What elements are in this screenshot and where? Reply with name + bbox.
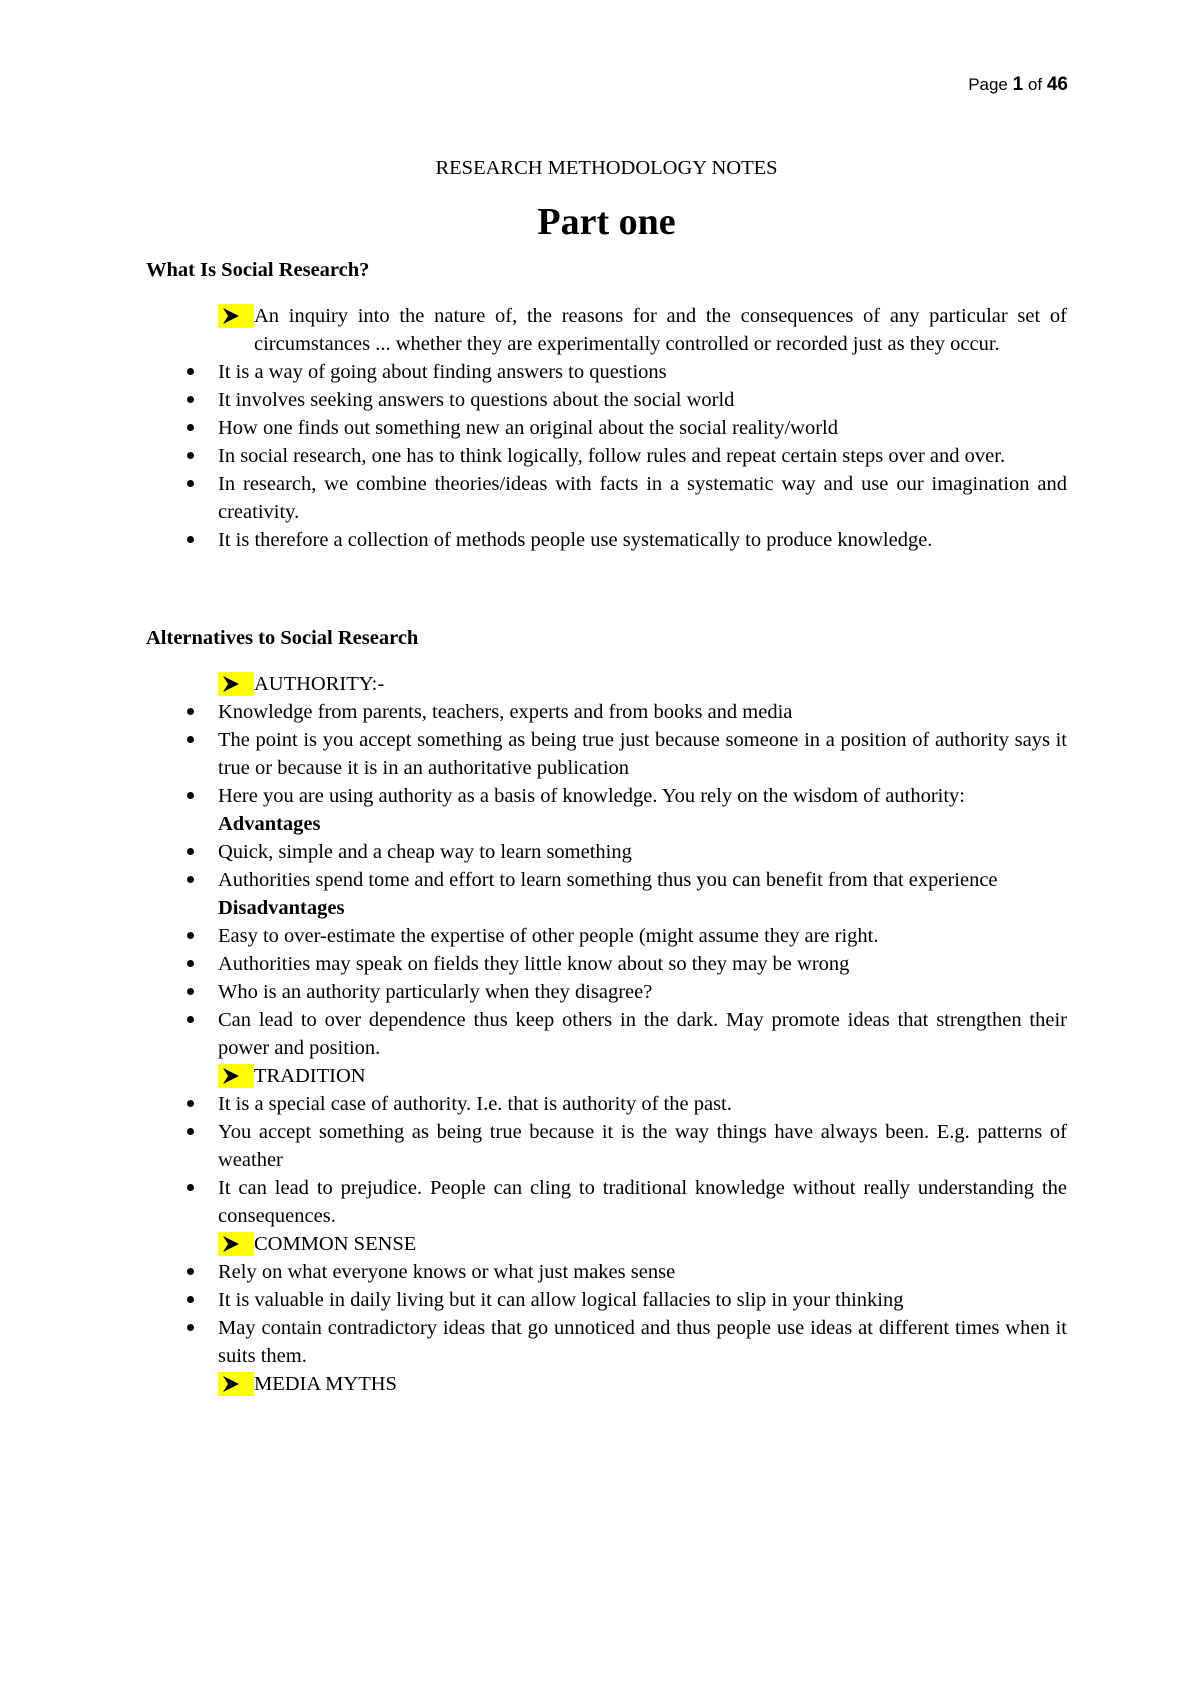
list-item-text: Authorities spend tome and effort to learn something thus you can benefit from that experience: [218, 869, 998, 891]
arrow-list-item: [146, 670, 1067, 698]
arrow-list-item: [146, 1230, 1067, 1258]
document-subtitle: Part one: [537, 201, 676, 243]
list-item: [146, 1314, 1067, 1370]
list-item-text: Easy to over-estimate the expertise of other people (might assume they are right.: [218, 925, 879, 947]
document-body: [146, 154, 1067, 1398]
list-item-text: Disadvantages: [218, 897, 345, 919]
list-item-text: Quick, simple and a cheap way to learn something: [218, 841, 632, 863]
list-item-text: The point is you accept something as being true just because someone in a position of authority says it true or because it is in an authoritative publication: [218, 729, 1067, 779]
section-heading: What Is Social Research?: [146, 259, 370, 281]
list-item: [146, 978, 1067, 1006]
list-item-text: TRADITION: [254, 1065, 366, 1087]
list-item-text: How one finds out something new an original about the social reality/world: [218, 417, 838, 439]
list-item: [146, 358, 1067, 386]
list-item-text: Can lead to over dependence thus keep others in the dark. May promote ideas that strengthen their power and position.: [218, 1009, 1067, 1059]
arrow-list-item: [146, 1062, 1067, 1090]
list-item-text: Advantages: [218, 813, 321, 835]
list-item: [146, 386, 1067, 414]
list-item: [146, 1174, 1067, 1230]
subheading: [146, 894, 1067, 922]
section-alternatives: [146, 624, 1067, 1398]
list-item: [146, 442, 1067, 470]
arrow-bullet-icon: [218, 1064, 254, 1088]
list-item-text: Knowledge from parents, teachers, experts and from books and media: [218, 701, 793, 723]
page-number: [968, 74, 1068, 96]
arrow-bullet-icon: [218, 1232, 254, 1256]
list-item-text: It is valuable in daily living but it can allow logical fallacies to slip in your thinking: [218, 1289, 904, 1311]
list-item-text: It is a way of going about finding answers to questions: [218, 361, 667, 383]
page-label: Page: [968, 75, 1008, 94]
list-item: [146, 698, 1067, 726]
list-item: [146, 1006, 1067, 1062]
list-item-text: Rely on what everyone knows or what just makes sense: [218, 1261, 676, 1283]
list-item: [146, 1118, 1067, 1174]
list-item-text: You accept something as being true because it is the way things have always been. E.g. patterns of weather: [218, 1121, 1067, 1171]
list-item: [146, 1090, 1067, 1118]
list-item-text: An inquiry into the nature of, the reasons for and the consequences of any particular set of circumstances ... whether they are experimentally controlled or recorded just as they occur.: [254, 305, 1067, 355]
subheading: [146, 810, 1067, 838]
list-item: [146, 526, 1067, 554]
section-what-is-social-research: [146, 256, 1067, 554]
arrow-list-item: [146, 302, 1067, 358]
arrow-bullet-icon: [218, 304, 254, 328]
list-item-text: It is a special case of authority. I.e. that is authority of the past.: [218, 1093, 732, 1115]
list-item: [146, 470, 1067, 526]
list-item-text: It is therefore a collection of methods people use systematically to produce knowledge.: [218, 529, 933, 551]
arrow-list-item: [146, 1370, 1067, 1398]
list-item-text: It can lead to prejudice. People can cling to traditional knowledge without really understanding the consequences.: [218, 1177, 1067, 1227]
page-total: 46: [1046, 74, 1068, 95]
spacer: [146, 554, 1067, 624]
list-item: [146, 782, 1067, 810]
list-item: [146, 866, 1067, 894]
list-item: [146, 838, 1067, 866]
list-item: [146, 414, 1067, 442]
list-item-text: Authorities may speak on fields they little know about so they may be wrong: [218, 953, 850, 975]
list-item-text: Here you are using authority as a basis of knowledge. You rely on the wisdom of authority:: [218, 785, 965, 807]
list-item-text: Who is an authority particularly when they disagree?: [218, 981, 653, 1003]
arrow-bullet-icon: [218, 672, 254, 696]
list-item: [146, 922, 1067, 950]
list-item: [146, 1286, 1067, 1314]
list-item: [146, 726, 1067, 782]
list-item-text: MEDIA MYTHS: [254, 1373, 397, 1395]
page-of: of: [1027, 75, 1043, 94]
list-item: [146, 950, 1067, 978]
document-title: RESEARCH METHODOLOGY NOTES: [435, 157, 778, 179]
list-item: [146, 1258, 1067, 1286]
arrow-bullet-icon: [218, 1372, 254, 1396]
section-heading: Alternatives to Social Research: [146, 627, 419, 649]
page-current: 1: [1012, 74, 1024, 95]
bullet-list: [146, 302, 1067, 554]
list-item-text: COMMON SENSE: [254, 1233, 417, 1255]
list-item-text: AUTHORITY:-: [254, 673, 385, 695]
list-item-text: May contain contradictory ideas that go unnoticed and thus people use ideas at different times when it suits them.: [218, 1317, 1067, 1367]
list-item-text: It involves seeking answers to questions about the social world: [218, 389, 735, 411]
list-item-text: In research, we combine theories/ideas with facts in a systematic way and use our imagination and creativity.: [218, 473, 1067, 523]
list-item-text: In social research, one has to think logically, follow rules and repeat certain steps over and over.: [218, 445, 1006, 467]
bullet-list: [146, 670, 1067, 1398]
